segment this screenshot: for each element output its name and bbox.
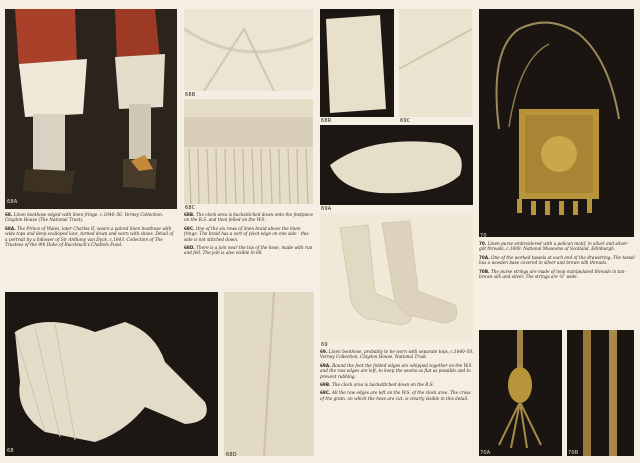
figure-label-70b: 70B — [568, 450, 579, 456]
figure-label-68c: 68C — [185, 205, 196, 211]
caption-68d-number: 68D. — [184, 245, 195, 251]
caption-68: Linen boothose edged with linen fringe, c.1640–50. Verney Collection, Claydon House (The National Trust). — [5, 212, 164, 223]
caption-69c-number: 69C. — [320, 390, 331, 396]
caption-68a: The Prince of Wales, later Charles II, wears a paired linen boothose with wide tops and deep scalloped lace, turned down and worn with shoes. Detail of a portrait by a follower of Sir Anthony van Dyck, c.1643. Collection of The Trustees of the 9th Duke of Buccleuch's Chattels Fund. — [5, 225, 174, 248]
caption-70b-number: 70B. — [479, 268, 490, 274]
caption-70b: The purse strings are made of loop manipulated threads in tan-brown silk and silver. The strings are ¼" wide. — [479, 268, 626, 280]
figure-label-69a: 69A — [321, 206, 332, 212]
figure-label-69: 69 — [321, 342, 328, 348]
caption-69b-number: 69B. — [320, 382, 331, 388]
caption-68c: One of the six rows of linen braid above the linen fringe. The braid has a sort of picot edge on one side - this side is not stitched down. — [184, 225, 309, 242]
photo-70-purse — [479, 9, 634, 237]
caption-68d: There is a join near the top of the hose, made with run and fell. The join is also visible in 68. — [184, 245, 313, 256]
photo-68b-clock-detail — [184, 9, 313, 91]
figure-label-69c: 69C — [400, 118, 411, 124]
figure-label-68a: 68A — [7, 199, 18, 205]
caption-70: Linen purse embroidered with a pelican motif, in silver and silver-gilt threads, c.1600. National Museums of Scotland, Edinburgh. — [479, 241, 629, 252]
caption-68c-number: 68C. — [184, 225, 195, 231]
caption-69c: All the raw edges are left on the W.S. of the clock area. The cross of the grain, on which the hose are cut, is clearly visible in this detail. — [320, 390, 471, 401]
caption-68-number: 68. — [5, 212, 13, 217]
photo-69b-clock — [320, 9, 394, 117]
captions-69 — [320, 349, 474, 404]
caption-69b: The clock area is backstitched down on the R.S. — [331, 382, 434, 388]
figure-label-68d: 68D — [226, 452, 237, 458]
figure-label-68: 68 — [7, 448, 14, 454]
photo-68-boothose-fringe — [5, 292, 218, 456]
figure-label-68b: 68B — [185, 92, 196, 98]
photo-68a-portrait — [5, 9, 177, 209]
photo-69c-raw-edges — [399, 9, 472, 117]
caption-69: Linen boothose, probably to be worn with separate tops, c.1640–50. Verney Collection, Claydon House, National Trust. — [320, 349, 474, 360]
caption-68a-number: 68A. — [5, 225, 16, 231]
captions-68-68a — [5, 212, 177, 250]
caption-69a-number: 69A. — [320, 362, 331, 368]
photo-69a-foot — [320, 125, 473, 205]
photo-68d-join — [224, 292, 314, 456]
captions-70 — [479, 241, 635, 282]
photo-70b-strings — [567, 330, 634, 456]
captions-68b-68d — [184, 212, 314, 259]
caption-70-number: 70. — [479, 241, 487, 246]
caption-68b-number: 68B. — [184, 212, 195, 217]
caption-69-number: 69. — [320, 349, 328, 354]
photo-70a-tassel — [479, 330, 562, 456]
caption-69a: Round the foot the folded edges are whipped together on the W.S. and the raw edges are left, to keep the seams as flat as possible and to prevent rubbing. — [320, 362, 473, 379]
photo-69-boothose-pair — [320, 213, 473, 341]
photo-68c-fringe — [184, 99, 313, 204]
figure-label-68r: 68R — [321, 118, 332, 124]
caption-70a: One of the worked tassels at each end of the drawstring. The tassel has a wooden base covered in silver and brown silk threads. — [479, 254, 635, 266]
caption-68b: The clock area is backstitched down onto the footpiece on the R.S. and then felled on the W.S. — [184, 212, 314, 223]
figure-label-70: 70 — [480, 233, 487, 239]
caption-70a-number: 70A. — [479, 254, 490, 260]
figure-label-70a: 70A — [480, 450, 491, 456]
